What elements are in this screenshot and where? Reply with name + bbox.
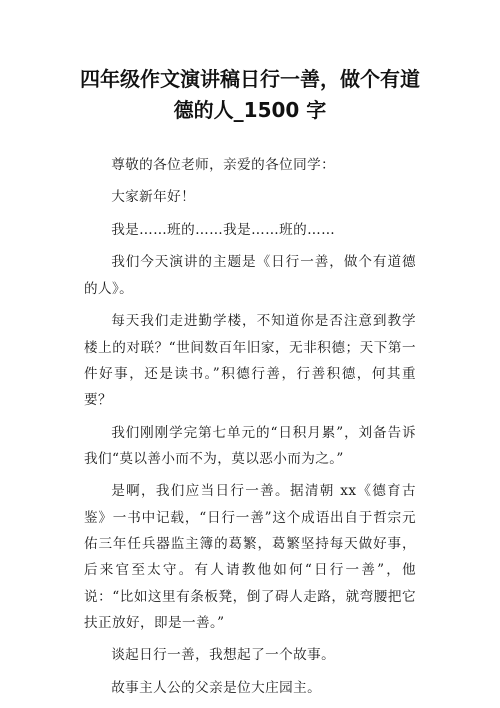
paragraph-story-intro: 谈起日行一善，我想起了一个故事。 bbox=[111, 647, 336, 664]
title-line-2: 德的人_1500 字 bbox=[173, 98, 327, 122]
paragraph-gefan: 是啊，我们应当日行一善。据清朝 xx《德育古鉴》一书中记载，“日行一善”这个成语出自于哲宗元佑三年任兵器监主簿的葛繁，葛繁坚持每天做好事，后来官至太守。有人请教他如何“日行一善”，他说：“比如这里有条板凳，倒了碍人走路，就弯腰把它扶正放好，即是一善。” bbox=[84, 483, 416, 631]
paragraph-couplet: 每天我们走进勤学楼，不知道你是否注意到教学楼上的对联？“世间数百年旧家，无非积德；天下第一件好事，还是读书。”积德行善，行善积德，何其重要？ bbox=[84, 313, 416, 409]
paragraph-introduction: 我是……班的……我是……班的…… bbox=[111, 221, 336, 238]
document-body bbox=[84, 152, 416, 707]
paragraph-greeting: 尊敬的各位老师，亲爱的各位同学： bbox=[111, 157, 336, 173]
paragraph-story-father: 故事主人公的父亲是位大庄园主。 bbox=[111, 679, 322, 696]
title-line-1: 四年级作文演讲稿日行一善，做个有道 bbox=[80, 67, 420, 91]
paragraph-liubei: 我们刚刚学完第七单元的“日积月累”，刘备告诉我们“莫以善小而不为，莫以恶小而为之。” bbox=[84, 424, 416, 467]
paragraph-new-year: 大家新年好！ bbox=[111, 189, 196, 206]
document-title bbox=[60, 64, 440, 126]
paragraph-topic: 我们今天演讲的主题是《日行一善，做个有道德的人》。 bbox=[84, 254, 416, 297]
